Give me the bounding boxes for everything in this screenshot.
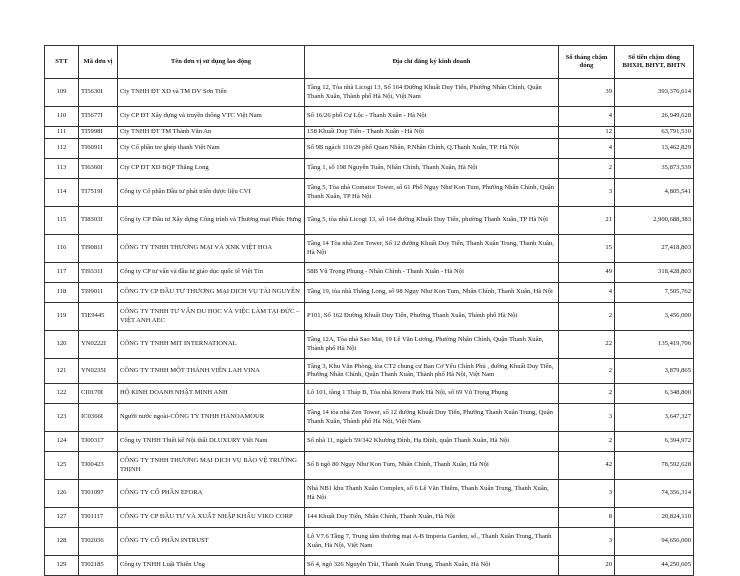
cell-code: YN0235I [79,359,118,384]
cell-name: Công ty CP tư vấn và đầu tư giáo dục quốc tế Việt Tín [118,263,305,283]
cell-code: TI6091I [79,139,118,159]
cell-code: TI6360I [79,159,118,179]
header-amount: Số tiền chậm đóng BHXH, BHYT, BHTN [615,46,694,79]
cell-name: Công ty TNHH Luật Thiên Ưng [118,556,305,576]
cell-stt: 118 [45,283,79,303]
cell-address: Tầng 5, Tòa nhà Comatce Tower, số 61 Phố Ngụy Như Kon Tum, Phường Nhân Chính, Quận Thanh Xuân, TP Hà Nội [305,179,559,207]
cell-months: 39 [559,79,615,107]
table-row [45,79,694,107]
cell-name: Người nước ngoài-CÔNG TY TNHH HANOAMOUR [118,404,305,432]
header-address: Địa chỉ đăng ký kinh doanh [305,46,559,79]
cell-code: TI9081I [79,235,118,263]
table-row [45,127,694,139]
cell-name: CÔNG TY TNHH THƯƠNG MẠI VÀ XNK VIỆT HOA [118,235,305,263]
cell-name: CÔNG TY TNHH TƯ VẤN DU HỌC VÀ VIỆC LÀM TẠI ĐỨC – VIỆT ANH AEC [118,303,305,331]
cell-amount: 393,376,614 [615,79,694,107]
cell-code: TI5677I [79,107,118,127]
cell-address: Số 16/26 phố Cự Lộc - Thanh Xuân - Hà Nội [305,107,559,127]
cell-amount: 3,647,327 [615,404,694,432]
cell-stt: 117 [45,263,79,283]
table-row [45,179,694,207]
cell-months: 2 [559,159,615,179]
cell-stt: 115 [45,207,79,235]
cell-months: 8 [559,508,615,528]
cell-name: CÔNG TY TNHH THƯƠNG MẠI DỊCH VỤ BẢO VỆ TRƯỜNG THỊNH [118,452,305,480]
cell-amount: 27,418,803 [615,235,694,263]
cell-amount: 7,505,762 [615,283,694,303]
cell-stt: 127 [45,508,79,528]
cell-name: Cty TNHH ĐT XD và TM DV Sơn Tiến [118,79,305,107]
cell-code: TI5630I [79,79,118,107]
cell-months: 3 [559,480,615,508]
cell-code: TI00423 [79,452,118,480]
cell-amount: 2,900,688,383 [615,207,694,235]
cell-amount: 6,394,972 [615,432,694,452]
table-row [45,452,694,480]
cell-code: TI01097 [79,480,118,508]
header-stt: STT [45,46,79,79]
cell-name: CÔNG TY CỔ PHẦN INTRUST [118,528,305,556]
cell-address: Tầng 19, tòa nhà Thăng Long, số 98 Ngụy Như Kon Tum, Nhân Chính, Thanh Xuân, Hà Nội [305,283,559,303]
header-months: Số tháng chậm đóng [559,46,615,79]
cell-code: TI5998I [79,127,118,139]
cell-name: Cty TNHH ĐT TM Thành Văn An [118,127,305,139]
cell-address: Tầng 14 tòa nhà Zen Tower, số 12 đường Khuất Duy Tiến, Phường Thanh Xuân Trung, Quận Thanh Xuân, Thành phố Hà Nội, Việt Nam [305,404,559,432]
cell-months: 20 [559,556,615,576]
cell-months: 12 [559,127,615,139]
table-row [45,384,694,404]
table-row [45,432,694,452]
table-row [45,359,694,384]
table-body [45,79,694,576]
cell-months: 2 [559,359,615,384]
cell-address: Tầng 14 Tòa nhà Zen Tower, Số 12 đường Khuất Duy Tiến, Thanh Xuân Trung, Thanh Xuân, Hà Nội [305,235,559,263]
cell-address: Số 9B ngách 110/29 phố Quan Nhân, P.Nhân Chính, Q.Thanh Xuân, TP. Hà Nội [305,139,559,159]
cell-name: Công ty CP Đầu tư Xây dựng Công trình và Thương mại Phúc Hưng [118,207,305,235]
cell-months: 22 [559,331,615,359]
table-row [45,235,694,263]
cell-address: P101, Số 162 Đường Khuất Duy Tiến, Phường Thanh Xuân, Thành phố Hà Nội [305,303,559,331]
cell-address: Tầng 12A, Tòa nhà Sao Mai, 19 Lê Văn Lương, Phường Nhân Chính, Quận Thanh Xuân, Thành phố Hà Nội [305,331,559,359]
cell-name: CÔNG TY TNHH MỘT THÀNH VIÊN LAH VINA [118,359,305,384]
cell-address: Tầng 3, Khu Văn Phòng, tòa CT2 chung cư Ban Cơ Yếu Chính Phủ , đường Khuất Duy Tiến, Phường Nhân Chính, Quận Thanh Xuân, Thành phố Hà Nội, Việt Nam [305,359,559,384]
cell-amount: 13,462,829 [615,139,694,159]
cell-months: 2 [559,303,615,331]
cell-months: 2 [559,432,615,452]
cell-code: TI9331I [79,263,118,283]
cell-address: 144 Khuất Duy Tiến, Nhân Chính, Thanh Xuân, Hà Nội [305,508,559,528]
cell-months: 3 [559,179,615,207]
cell-stt: 121 [45,359,79,384]
table-row [45,528,694,556]
cell-amount: 3,879,865 [615,359,694,384]
cell-code: CI0170I [79,384,118,404]
table-row [45,263,694,283]
cell-name: Cty Cổ phần tre ghép thanh Việt Nam [118,139,305,159]
cell-stt: 116 [45,235,79,263]
cell-stt: 113 [45,159,79,179]
cell-stt: 123 [45,404,79,432]
cell-amount: 4,805,541 [615,179,694,207]
cell-code: TI01117 [79,508,118,528]
cell-amount: 318,428,803 [615,263,694,283]
cell-code: TI02036 [79,528,118,556]
cell-stt: 112 [45,139,79,159]
cell-code: TI8303I [79,207,118,235]
cell-address: Lô V7.6 Tầng 7, Trung tâm thương mại A-B Imperia Garden, số., Thanh Xuân Trung, Thanh Xuân, Hà Nội, Việt Nam [305,528,559,556]
table-row [45,303,694,331]
cell-code: YN0222I [79,331,118,359]
header-name: Tên đơn vị sử dụng lao động [118,46,305,79]
cell-months: 2 [559,384,615,404]
cell-address: Số 8 ngõ 80 Ngụy Như Kon Tum, Nhân Chính, Thanh Xuân, Hà Nội [305,452,559,480]
cell-amount: 26,949,628 [615,107,694,127]
cell-months: 3 [559,404,615,432]
cell-address: Tầng 12, Tòa nhà Licogi 13, Số 164 Đường Khuất Duy Tiến, Phường Nhân Chính, Quận Thanh Xuân, Thành phố Hà Nội, Việt Nam [305,79,559,107]
cell-amount: 44,250,605 [615,556,694,576]
cell-amount: 35,873,539 [615,159,694,179]
table-row [45,283,694,303]
cell-address: Tầng 5, tòa nhà Licogi 13, số 164 đường Khuất Duy Tiến, phường Thanh Xuân, TP Hà Nội [305,207,559,235]
cell-address: Tầng 1, số 198 Nguyễn Tuân, Nhân Chính, Thanh Xuân, Hà Nội [305,159,559,179]
table-row [45,107,694,127]
cell-stt: 111 [45,127,79,139]
cell-name: Công ty Cổ phần Đầu tư phát triển dược liệu CVI [118,179,305,207]
cell-months: 4 [559,107,615,127]
cell-name: Cty CP ĐT XD BQP Thăng Long [118,159,305,179]
overdue-insurance-table [44,45,694,576]
cell-months: 15 [559,235,615,263]
table-row [45,159,694,179]
cell-amount: 3,456,000 [615,303,694,331]
cell-stt: 124 [45,432,79,452]
header-code: Mã đơn vị [79,46,118,79]
cell-stt: 110 [45,107,79,127]
cell-address: Số nhà 11, ngách 59/342 Khương Đình, Hạ Đình, quận Thanh Xuân, Hà Nội [305,432,559,452]
cell-stt: 122 [45,384,79,404]
cell-stt: 128 [45,528,79,556]
cell-stt: 125 [45,452,79,480]
cell-address: Lô 101, tầng 1 Tháp B, Tòa nhà Rivera Park Hà Nội, số 69 Vũ Trọng Phụng [305,384,559,404]
table-row [45,207,694,235]
cell-stt: 114 [45,179,79,207]
cell-address: Nhà NB1 khu Thanh Xuân Complex, số 6 Lê Văn Thiêm, Thanh Xuân Trung, Thanh Xuân, Hà Nội [305,480,559,508]
table-row [45,508,694,528]
cell-stt: 120 [45,331,79,359]
cell-stt: 129 [45,556,79,576]
cell-name: HỘ KINH DOANH NHẬT MINH ANH [118,384,305,404]
table-row [45,556,694,576]
cell-name: CÔNG TY CP ĐẦU TƯ THƯƠNG MẠI DỊCH VỤ TÀI NGUYÊN [118,283,305,303]
cell-code: IC0366I [79,404,118,432]
cell-code: TI7519I [79,179,118,207]
cell-months: 3 [559,528,615,556]
cell-code: TI02185 [79,556,118,576]
table-row [45,331,694,359]
cell-amount: 78,592,628 [615,452,694,480]
cell-name: Công ty TNHH Thiết kế Nội thất DLUXURY Việt Nam [118,432,305,452]
cell-address: 58B Vũ Trọng Phụng - Nhân Chính - Thanh Xuân - Hà Nội [305,263,559,283]
cell-amount: 94,656,000 [615,528,694,556]
table-row [45,480,694,508]
cell-amount: 6,348,800 [615,384,694,404]
cell-code: TI9901I [79,283,118,303]
cell-months: 4 [559,283,615,303]
table-header-row [45,46,694,79]
cell-name: CÔNG TY CỔ PHẦN EFORA [118,480,305,508]
cell-address: 158 Khuất Duy Tiến - Thanh Xuân - Hà Nội [305,127,559,139]
cell-amount: 135,419,706 [615,331,694,359]
cell-stt: 126 [45,480,79,508]
cell-address: Số 4, ngõ 326 Nguyễn Trãi, Thanh Xuân Trung, Thanh Xuân, Hà Nội [305,556,559,576]
cell-months: 49 [559,263,615,283]
cell-stt: 119 [45,303,79,331]
cell-name: Cty CP ĐT Xây dựng và truyền thông VTC Việt Nam [118,107,305,127]
cell-name: CÔNG TY CP ĐẦU TƯ VÀ XUẤT NHẬP KHẨU VIKO CORP [118,508,305,528]
cell-stt: 109 [45,79,79,107]
cell-months: 42 [559,452,615,480]
table-row [45,139,694,159]
table-row [45,404,694,432]
cell-code: TIE9445 [79,303,118,331]
cell-code: TI00317 [79,432,118,452]
cell-amount: 63,791,510 [615,127,694,139]
cell-name: CÔNG TY TNHH MIT INTERNATIONAL [118,331,305,359]
cell-amount: 20,824,110 [615,508,694,528]
cell-months: 21 [559,207,615,235]
cell-months: 4 [559,139,615,159]
cell-amount: 74,356,314 [615,480,694,508]
